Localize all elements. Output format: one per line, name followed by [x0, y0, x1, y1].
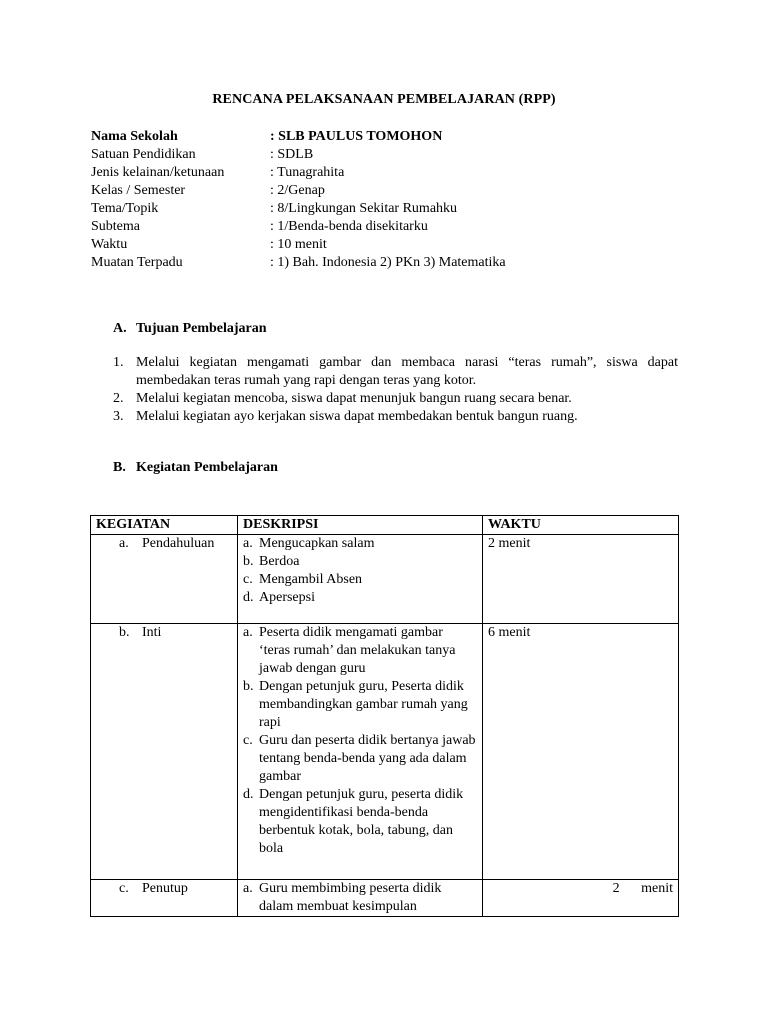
identity-label: Muatan Terpadu [91, 255, 183, 270]
table-row [91, 624, 679, 880]
activity-table [90, 515, 679, 917]
table-row [91, 535, 679, 624]
identity-block [91, 128, 691, 272]
identity-row [91, 200, 691, 218]
list-item [243, 589, 477, 607]
item-letter: a. [243, 625, 253, 640]
identity-value: : 1/Benda-benda disekitarku [270, 219, 428, 234]
item-text: Mengambil Absen [259, 572, 363, 587]
goal-item [113, 354, 678, 390]
document-title: RENCANA PELAKSANAAN PEMBELAJARAN (RPP) [212, 92, 556, 107]
identity-value: : Tunagrahita [270, 165, 345, 180]
identity-row [91, 164, 691, 182]
item-text: Berdoa [259, 554, 300, 569]
identity-value: : SLB PAULUS TOMOHON [270, 129, 443, 144]
item-text: Mengucapkan salam [259, 536, 375, 551]
list-item [243, 678, 477, 732]
goal-text: Melalui kegiatan mengamati gambar dan membaca narasi “teras rumah”, siswa dapat membedakan teras rumah yang rapi dengan teras yang kotor. [136, 355, 678, 388]
item-letter: a. [243, 536, 253, 551]
activity-cell [91, 880, 238, 917]
identity-row [91, 182, 691, 200]
header-cell: WAKTU [483, 516, 679, 535]
identity-label: Satuan Pendidikan [91, 147, 196, 162]
identity-value: : 2/Genap [270, 183, 325, 198]
activity-name: Penutup [142, 881, 188, 896]
identity-row [91, 128, 691, 146]
identity-value: : 8/Lingkungan Sekitar Rumahku [270, 201, 458, 216]
identity-label: Nama Sekolah [91, 129, 178, 144]
identity-row [91, 218, 691, 236]
header-cell: KEGIATAN [91, 516, 238, 535]
header-cell: DESKRIPSI [238, 516, 483, 535]
list-item [243, 535, 477, 553]
activity-letter: a. [119, 536, 129, 551]
goal-item [113, 390, 678, 408]
identity-label: Waktu [91, 237, 128, 252]
section-letter: A. [113, 321, 127, 336]
identity-label: Kelas / Semester [91, 183, 186, 198]
identity-row [91, 146, 691, 164]
list-item [243, 880, 477, 916]
item-letter: d. [243, 787, 254, 802]
activity-letter: b. [119, 625, 130, 640]
section-title: Kegiatan Pembelajaran [136, 460, 278, 475]
item-text: Guru dan peserta didik bertanya jawab tentang benda-benda yang ada dalam gambar [259, 733, 476, 784]
item-letter: b. [243, 679, 254, 694]
list-item [243, 732, 477, 786]
section-title: Tujuan Pembelajaran [136, 321, 267, 336]
list-item [243, 571, 477, 589]
item-text: Guru membimbing peserta didik dalam membuat kesimpulan [259, 881, 442, 914]
activity-letter: c. [119, 881, 129, 896]
item-letter: a. [243, 881, 253, 896]
item-letter: d. [243, 590, 254, 605]
goals-list [113, 354, 678, 426]
table-header-row [91, 516, 679, 535]
section-a-heading [113, 321, 267, 337]
identity-label: Subtema [91, 219, 140, 234]
identity-label: Tema/Topik [91, 201, 159, 216]
identity-label: Jenis kelainan/ketunaan [91, 165, 225, 180]
time-cell: 2 menit [483, 535, 679, 624]
identity-value: : 10 menit [270, 237, 327, 252]
item-letter: b. [243, 554, 254, 569]
goal-text: Melalui kegiatan ayo kerjakan siswa dapat membedakan bentuk bangun ruang. [136, 409, 578, 424]
activity-cell [91, 535, 238, 624]
item-text: Dengan petunjuk guru, Peserta didik membandingkan gambar rumah yang rapi [259, 679, 468, 730]
section-letter: B. [113, 460, 126, 475]
description-cell [238, 535, 483, 624]
list-item [243, 786, 477, 858]
goal-text: Melalui kegiatan mencoba, siswa dapat menunjuk bangun ruang secara benar. [136, 391, 572, 406]
item-text: Dengan petunjuk guru, peserta didik mengidentifikasi benda-benda berbentuk kotak, bola, tabung, dan bola [259, 787, 464, 856]
identity-value: : SDLB [270, 147, 314, 162]
time-cell: 2 menit [483, 880, 679, 917]
description-cell [238, 880, 483, 917]
goal-item [113, 408, 678, 426]
goal-number: 1. [113, 355, 124, 370]
activity-name: Inti [142, 625, 162, 640]
identity-value: : 1) Bah. Indonesia 2) PKn 3) Matematika [270, 255, 506, 270]
time-cell: 6 menit [483, 624, 679, 880]
description-cell [238, 624, 483, 880]
item-text: Apersepsi [259, 590, 315, 605]
item-text: Peserta didik mengamati gambar ‘teras rumah’ dan melakukan tanya jawab dengan guru [259, 625, 456, 676]
list-item [243, 624, 477, 678]
activity-cell [91, 624, 238, 880]
table-row [91, 880, 679, 917]
activity-name: Pendahuluan [142, 536, 215, 551]
identity-row [91, 254, 691, 272]
section-b-heading [113, 460, 278, 476]
item-letter: c. [243, 572, 253, 587]
goal-number: 2. [113, 391, 124, 406]
identity-row [91, 236, 691, 254]
list-item [243, 553, 477, 571]
goal-number: 3. [113, 409, 124, 424]
item-letter: c. [243, 733, 253, 748]
